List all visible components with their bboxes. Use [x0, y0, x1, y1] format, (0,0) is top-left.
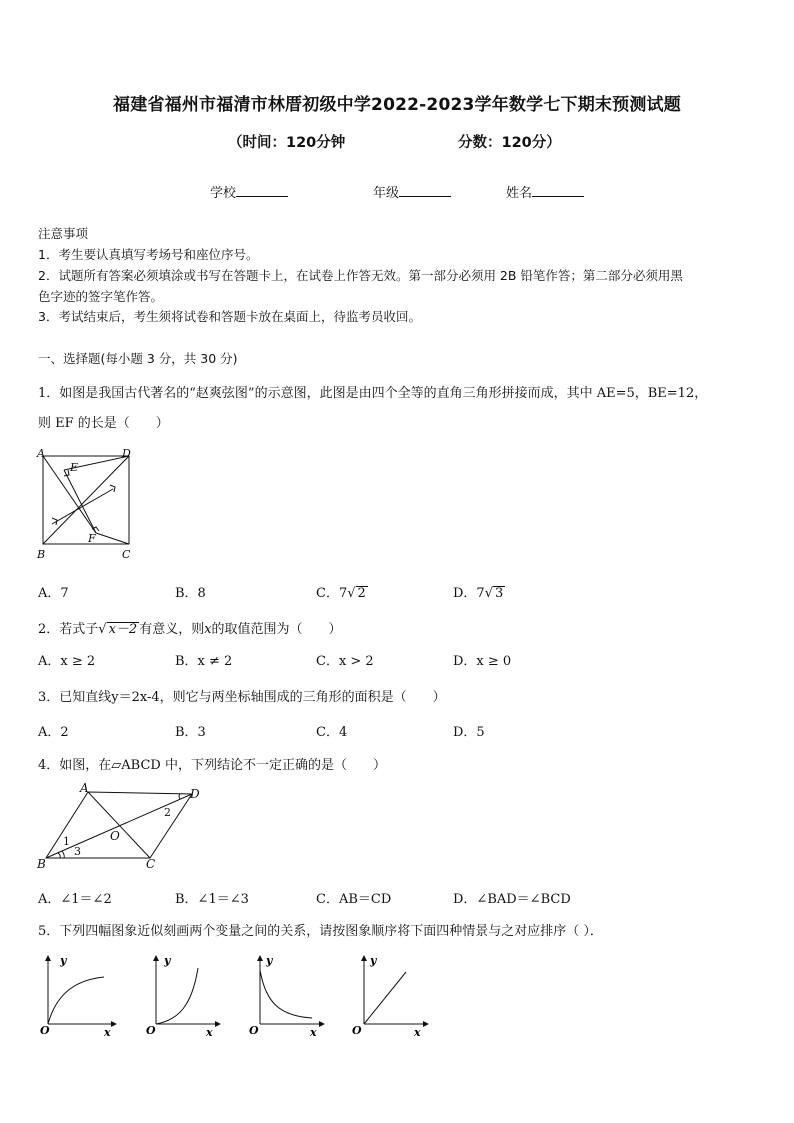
q4-option-b[interactable]: B．∠1＝∠3	[175, 892, 249, 907]
origin-label: O	[146, 1024, 156, 1036]
q4-option-a[interactable]: A．∠1＝∠2	[38, 892, 112, 907]
y-label: y	[370, 954, 377, 967]
origin-label: O	[352, 1024, 362, 1036]
name-field	[506, 182, 584, 201]
right-angle-mark	[110, 485, 115, 492]
q2-text-pre: 2．若式子	[38, 622, 99, 637]
exam-score: 分数：120分）	[458, 135, 561, 151]
school-blank	[236, 184, 288, 197]
label-b: B	[37, 857, 46, 870]
diag-b-d	[46, 794, 192, 858]
q2-radicand: x－2	[108, 622, 138, 637]
line-increasing	[364, 972, 406, 1024]
q2-var: x	[204, 622, 212, 637]
angle-arc-1	[62, 851, 64, 858]
q1-option-c[interactable]: C．7√ 2	[316, 586, 366, 601]
q2-option-a[interactable]: A．x ≥ 2	[38, 654, 96, 669]
q2-text-post: 有意义，则	[139, 622, 205, 637]
graph-4	[352, 954, 428, 1036]
grade-label: 年级	[373, 186, 400, 201]
label-b: B	[37, 548, 46, 561]
q1-text: 1．如图是我国古代著名的“赵爽弦图”的示意图，此图是由四个全等的直角三角形拼接而成，其中 AE=5，BE=12，	[38, 386, 708, 401]
q1-option-c-coef: C．7	[316, 586, 348, 601]
name-label: 姓名	[506, 186, 533, 201]
name-blank	[532, 184, 584, 197]
angle-label-2: 2	[164, 806, 171, 819]
x-label: x	[104, 1026, 111, 1036]
q4-option-c[interactable]: C．AB＝CD	[316, 892, 392, 907]
q2-option-c[interactable]: C．x > 2	[316, 654, 374, 669]
angle-label-1: 1	[63, 835, 70, 848]
curve-convex	[156, 968, 198, 1024]
x-label: x	[206, 1026, 213, 1036]
q1-figure	[34, 444, 138, 566]
label-d: D	[190, 787, 200, 801]
y-label: y	[266, 954, 273, 967]
graph-3	[249, 954, 324, 1036]
section-heading: 一、选择题(每小题 3 分，共 30 分)	[38, 351, 238, 366]
origin-label: O	[40, 1024, 50, 1036]
q1-option-d[interactable]: D．7√ 3	[453, 586, 504, 601]
line-f-c	[96, 533, 129, 544]
diag-b-d	[43, 456, 129, 544]
exam-time: （时间：120分钟	[228, 135, 346, 151]
label-e: E	[70, 461, 79, 474]
q1-text-2: 则 EF 的长是（ ）	[38, 416, 169, 431]
q3-text: 3．已知直线y＝2x-4，则它与两坐标轴围成的三角形的面积是（ ）	[38, 690, 446, 705]
q3-option-b[interactable]: B．3	[175, 725, 206, 740]
school-label: 学校	[210, 186, 237, 201]
q5-graphs	[34, 950, 434, 1036]
q2-option-b[interactable]: B．x ≠ 2	[175, 654, 233, 669]
grade-blank	[399, 184, 451, 197]
y-label: y	[164, 954, 171, 967]
curve-concave	[48, 977, 104, 1024]
q5-text: 5．下列四幅图象近似刻画两个变量之间的关系，请按图象顺序将下面四种情景与之对应排序（ ）．	[38, 924, 603, 939]
grade-field	[373, 182, 451, 201]
q1-option-d-coef: D．7	[453, 586, 485, 601]
x-label: x	[414, 1026, 421, 1036]
label-a: A	[37, 447, 45, 460]
curve-decreasing	[260, 970, 312, 1018]
angle-label-3: 3	[74, 845, 81, 858]
label-c: C	[146, 857, 156, 870]
label-f: F	[88, 532, 96, 545]
note-item: 2．试题所有答案必须填涂或书写在答题卡上，在试卷上作答无效。第一部分必须用 2B 铅笔作答；第二部分必须用黑	[38, 268, 683, 283]
graph-1	[40, 954, 116, 1036]
q1-option-a[interactable]: A．7	[38, 586, 69, 601]
q3-option-c[interactable]: C．4	[316, 725, 348, 740]
q2-option-d[interactable]: D．x ≥ 0	[453, 654, 512, 669]
label-d: D	[122, 447, 131, 460]
label-o: O	[110, 829, 120, 843]
q1-option-d-radicand: 3	[495, 586, 504, 601]
note-item: 3．考试结束后，考生须将试卷和答题卡放在桌面上，待监考员收回。	[38, 309, 421, 324]
label-c: C	[122, 548, 131, 561]
q4-option-d[interactable]: D．∠BAD＝∠BCD	[453, 892, 571, 907]
q2-text-post2: 的取值范围为（ ）	[211, 622, 342, 637]
angle-arc-3	[58, 853, 60, 858]
q4-text: 4．如图，在▱ABCD 中，下列结论不一定正确的是（ ）	[38, 758, 386, 773]
note-item: 1．考生要认真填写考场号和座位序号。	[38, 247, 259, 262]
note-item: 色字迹的签字笔作答。	[38, 289, 164, 304]
angle-arc-2	[179, 794, 180, 799]
q4-figure	[34, 782, 206, 870]
x-label: x	[310, 1026, 317, 1036]
label-a: A	[80, 782, 89, 795]
graph-2	[146, 954, 220, 1036]
q3-option-a[interactable]: A．2	[38, 725, 69, 740]
origin-label: O	[249, 1024, 259, 1036]
q1-option-b[interactable]: B．8	[175, 586, 206, 601]
diag-a-c	[88, 792, 150, 858]
q2-text: 2．若式子√ x－2 有意义，则x的取值范围为（ ）	[38, 622, 342, 637]
notes-heading: 注意事项	[38, 226, 89, 241]
q1-option-c-radicand: 2	[357, 586, 366, 601]
school-field	[210, 182, 288, 201]
inner-line	[52, 489, 113, 524]
q3-option-d[interactable]: D．5	[453, 725, 485, 740]
y-label: y	[60, 954, 67, 967]
page-title: 福建省福州市福清市林厝初级中学2022-2023学年数学七下期末预测试题	[113, 95, 681, 115]
